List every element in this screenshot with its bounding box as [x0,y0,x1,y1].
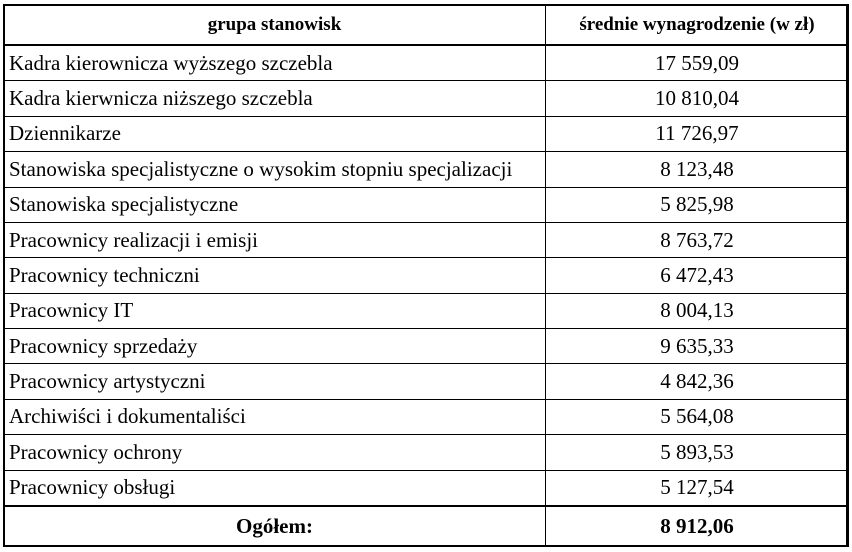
table-row [4,399,849,434]
group-name-cell: Kadra kierownicza wyższego szczebla [4,45,546,81]
salary-value-cell: 5 127,54 [546,470,849,506]
table-row [4,187,849,222]
salary-value-cell: 8 763,72 [546,222,849,257]
table-row [4,152,849,187]
salary-value-cell: 17 559,09 [546,45,849,81]
table-row [4,293,849,328]
total-salary-cell: 8 912,06 [546,506,849,547]
header-salary-cell: średnie wynagrodzenie (w zł) [546,5,849,46]
salary-value-cell: 11 726,97 [546,116,849,151]
group-name-cell: Pracownicy IT [4,293,546,328]
total-row [4,506,849,547]
salary-table [3,4,849,547]
group-name-cell: Pracownicy sprzedaży [4,329,546,364]
table-row [4,329,849,364]
salary-value-cell: 9 635,33 [546,329,849,364]
table-row [4,470,849,506]
salary-value-cell: 5 893,53 [546,435,849,470]
salary-value-cell: 5 825,98 [546,187,849,222]
salary-value-cell: 4 842,36 [546,364,849,399]
table-row [4,258,849,293]
group-name-cell: Pracownicy realizacji i emisji [4,222,546,257]
group-name-cell: Stanowiska specjalistyczne [4,187,546,222]
group-name-cell: Kadra kierwnicza niższego szczebla [4,81,546,116]
table-row [4,222,849,257]
salary-value-cell: 8 004,13 [546,293,849,328]
salary-value-cell: 6 472,43 [546,258,849,293]
group-name-cell: Stanowiska specjalistyczne o wysokim stopniu specjalizacji [4,152,546,187]
header-row [4,5,849,46]
salary-value-cell: 5 564,08 [546,399,849,434]
total-label-cell: Ogółem: [4,506,546,547]
group-name-cell: Pracownicy techniczni [4,258,546,293]
table-header [4,5,849,46]
table-footer [4,506,849,547]
header-group-cell: grupa stanowisk [4,5,546,46]
table-row [4,364,849,399]
group-name-cell: Pracownicy artystyczni [4,364,546,399]
table-row [4,435,849,470]
salary-value-cell: 10 810,04 [546,81,849,116]
group-name-cell: Pracownicy obsługi [4,470,546,506]
table-row [4,45,849,81]
table-row [4,116,849,151]
table-body [4,45,849,506]
salary-value-cell: 8 123,48 [546,152,849,187]
group-name-cell: Archiwiści i dokumentaliści [4,399,546,434]
group-name-cell: Dziennikarze [4,116,546,151]
group-name-cell: Pracownicy ochrony [4,435,546,470]
table-row [4,81,849,116]
